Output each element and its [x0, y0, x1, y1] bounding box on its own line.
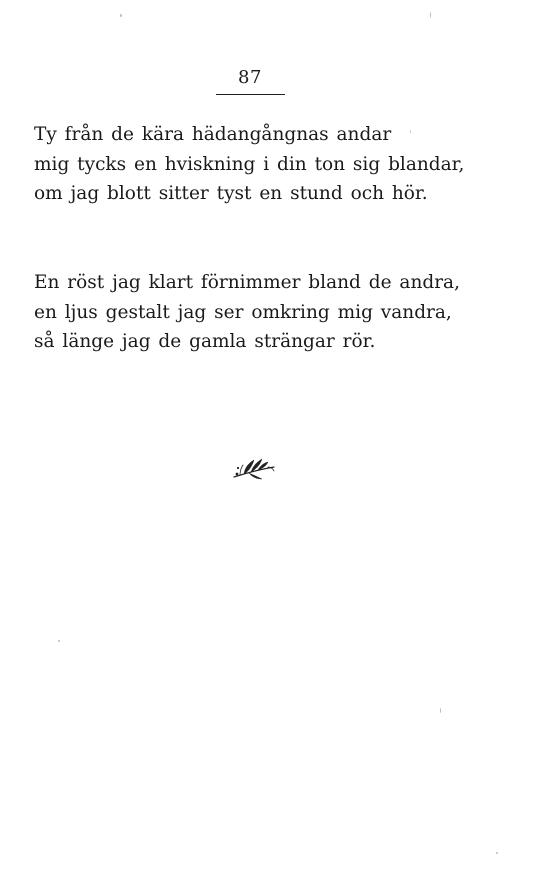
paper-speck: [440, 708, 441, 713]
verse-line: Ty från de kära hädangångnas andar: [34, 124, 392, 145]
stanza-1: [34, 120, 464, 209]
paper-speck: [120, 14, 122, 17]
verse-line: mig tycks en hviskning i din ton sig blandar,: [34, 153, 465, 175]
page-number: 87: [238, 67, 262, 88]
leaf-sprig-icon: [232, 455, 276, 481]
verse-line: så länge jag de gamla strängar rör.: [34, 331, 376, 352]
paper-speck: [430, 12, 431, 18]
verse-line: en ljus gestalt jag ser omkring mig vandra,: [34, 301, 452, 323]
page-number-rule: [216, 94, 285, 95]
verse-line: om jag blott sitter tyst en stund och hör.: [34, 183, 428, 204]
paper-speck: [410, 130, 411, 133]
paper-speck: [496, 852, 498, 854]
verse-line: En röst jag klart förnimmer bland de andra,: [34, 272, 460, 293]
paper-speck: [58, 640, 60, 642]
stanza-2: [34, 268, 460, 357]
